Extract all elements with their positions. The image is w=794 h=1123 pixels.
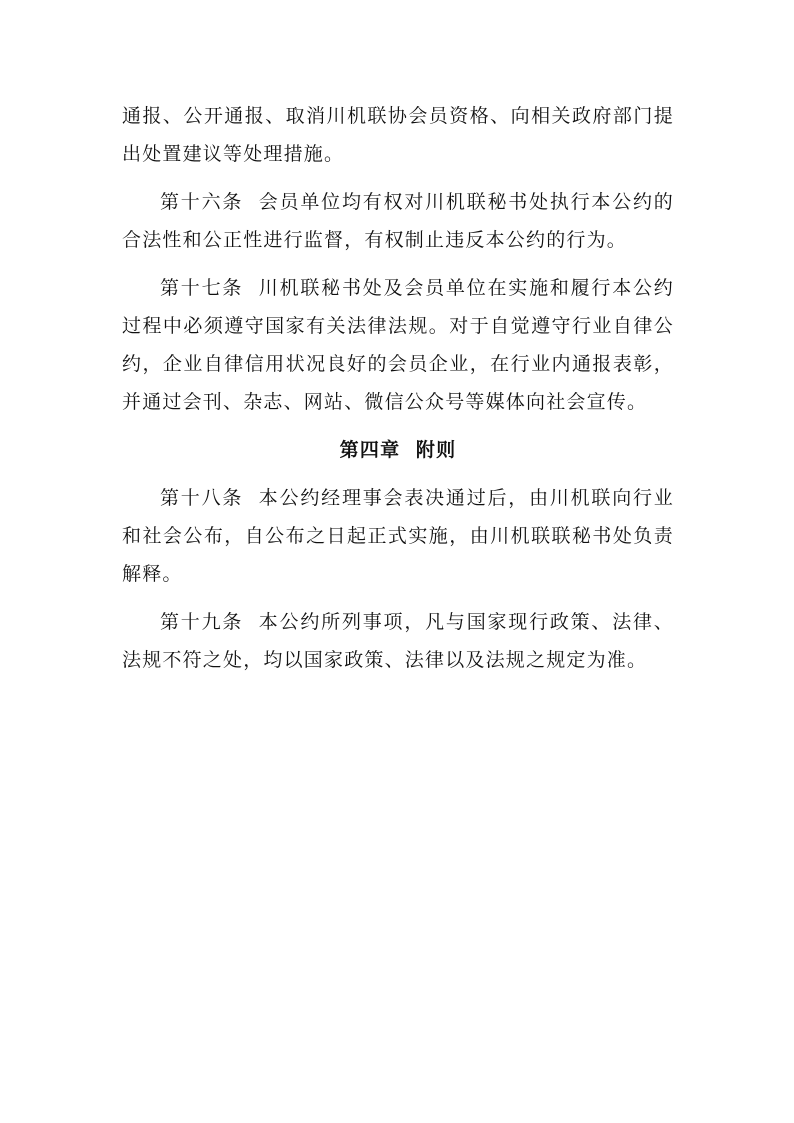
chapter-heading: 第四章 附则 xyxy=(339,439,457,461)
article-19: 第十九条 本公约所列事项，凡与国家现行政策、法律、法规不符之处，均以国家政策、法律以及法规之规定为准。 xyxy=(122,611,674,671)
paragraph-continued: 通报、公开通报、取消川机联协会员资格、向相关政府部门提出处置建议等处理措施。 xyxy=(122,105,674,165)
article-17: 第十七条 川机联秘书处及会员单位在实施和履行本公约过程中必须遵守国家有关法律法规。对于自觉遵守行业自律公约，企业自律信用状况良好的会员企业，在行业内通报表彰，并通过会刊、杂志、网站、微信公众号等媒体向社会宣传。 xyxy=(122,277,674,413)
document-body xyxy=(122,97,674,679)
article-16: 第十六条 会员单位均有权对川机联秘书处执行本公约的合法性和公正性进行监督，有权制止违反本公约的行为。 xyxy=(122,191,674,251)
article-18: 第十八条 本公约经理事会表决通过后，由川机联向行业和社会公布，自公布之日起正式实施，由川机联联秘书处负责解释。 xyxy=(122,487,674,585)
